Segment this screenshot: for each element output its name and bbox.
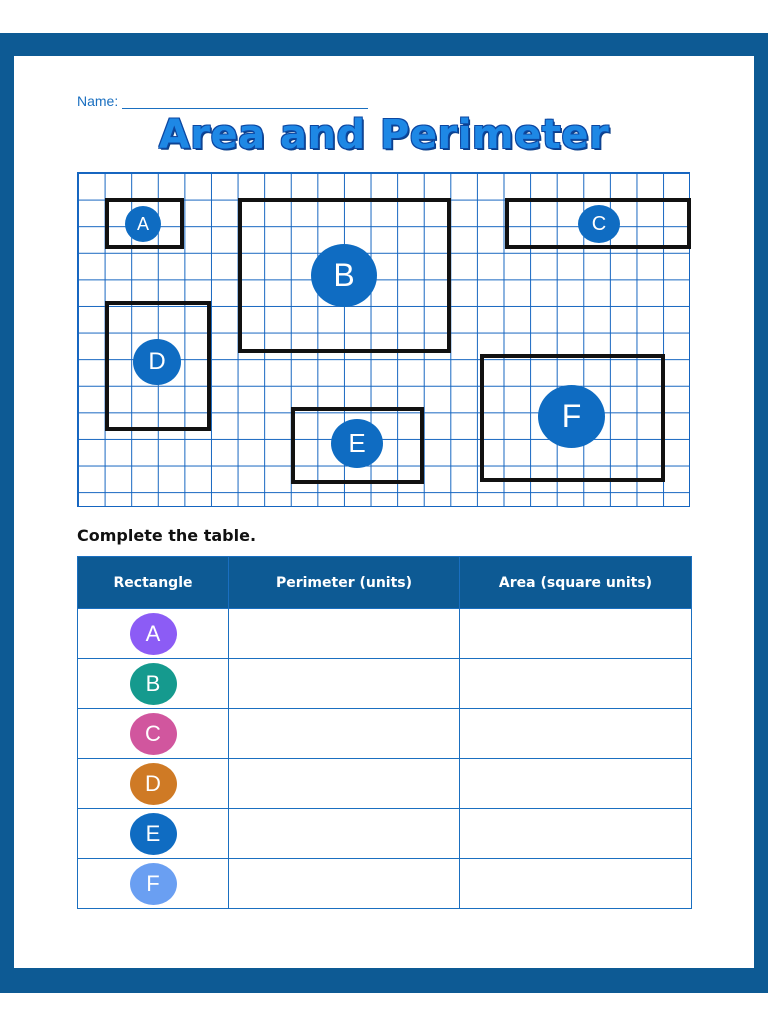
perimeter-answer-cell[interactable] [229, 659, 460, 709]
table-row [78, 709, 692, 759]
table-row [78, 809, 692, 859]
area-answer-cell[interactable] [460, 809, 692, 859]
rectangle-label-cell [78, 659, 229, 709]
grid-label-b [311, 244, 377, 307]
grid-label-e [331, 419, 383, 468]
area-answer-cell[interactable] [460, 609, 692, 659]
rectangle-badge-d: D [130, 763, 177, 805]
area-answer-cell[interactable] [460, 659, 692, 709]
rectangle-badge-b: B [130, 663, 177, 705]
rectangle-badge-a: A [130, 613, 177, 655]
grid-label-d [133, 339, 181, 385]
perimeter-answer-cell[interactable] [229, 709, 460, 759]
grid-label-c-text: C [591, 212, 607, 235]
header-perimeter: Perimeter (units) [229, 557, 460, 609]
rectangle-label-cell [78, 809, 229, 859]
rectangle-badge-e: E [130, 813, 177, 855]
area-answer-cell[interactable] [460, 859, 692, 909]
grid-label-f [538, 385, 605, 448]
name-row [77, 93, 368, 109]
table-instruction: Complete the table. [77, 526, 257, 545]
table-row [78, 859, 692, 909]
perimeter-answer-cell[interactable] [229, 609, 460, 659]
rectangle-label-cell [78, 759, 229, 809]
grid-label-e-text: E [348, 428, 366, 458]
area-answer-cell[interactable] [460, 759, 692, 809]
header-area: Area (square units) [460, 557, 692, 609]
rectangle-badge-f: F [130, 863, 177, 905]
rectangle-label-cell [78, 709, 229, 759]
grid-label-f-text: F [561, 398, 582, 434]
rectangle-label-cell [78, 859, 229, 909]
grid-label-b-text: B [333, 257, 355, 293]
table-header-row [78, 557, 692, 609]
grid-label-c [578, 205, 620, 243]
table-row [78, 759, 692, 809]
name-field[interactable] [122, 94, 368, 109]
grid-paper [77, 172, 690, 507]
rectangle-label-cell [78, 609, 229, 659]
rectangle-badge-c: C [130, 713, 177, 755]
area-answer-cell[interactable] [460, 709, 692, 759]
table-row [78, 659, 692, 709]
table-row [78, 609, 692, 659]
page-title: Area and Perimeter [158, 112, 610, 158]
perimeter-answer-cell[interactable] [229, 809, 460, 859]
header-rectangle: Rectangle [78, 557, 229, 609]
perimeter-answer-cell[interactable] [229, 759, 460, 809]
perimeter-answer-cell[interactable] [229, 859, 460, 909]
grid-label-a [125, 206, 161, 242]
answer-table [77, 556, 692, 909]
grid-label-a-text: A [136, 213, 149, 234]
name-label: Name: [77, 93, 119, 109]
grid-label-d-text: D [148, 348, 166, 375]
